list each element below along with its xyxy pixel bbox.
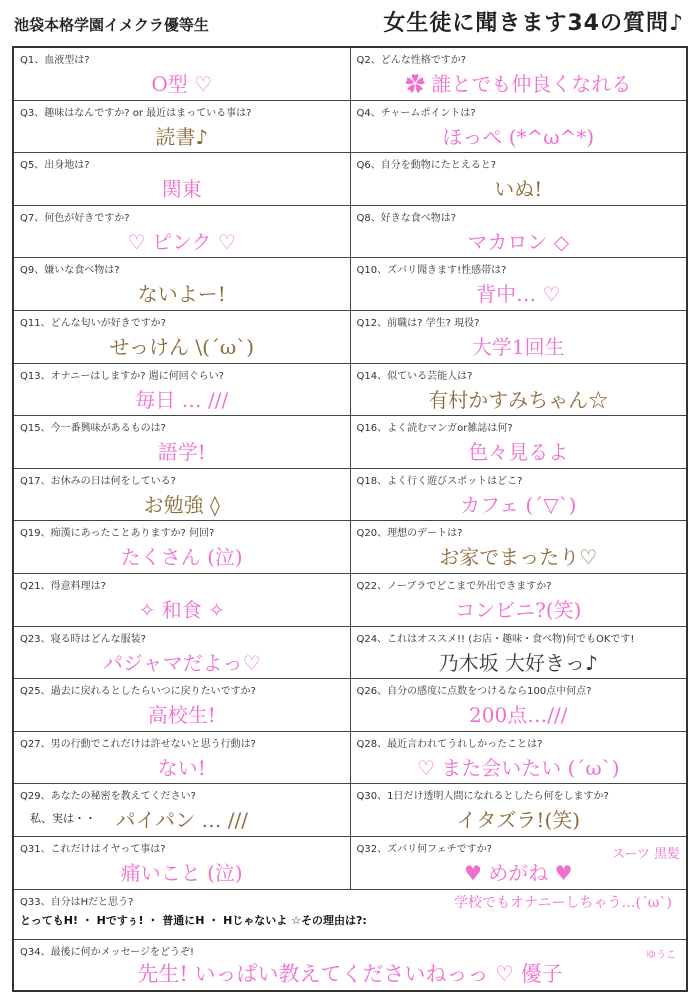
question-cell [14,732,350,784]
question-row [14,153,686,206]
sheet-title: 女生徒に聞きます34の質問♪ [383,11,684,36]
question-cell [14,890,686,939]
question-cell [14,101,350,153]
question-text: Q28、最近言われてうれしかったことは? [356,738,543,750]
question-cell [350,627,687,679]
question-text: Q25、過去に戻れるとしたらいつに戻りたいですか? [20,686,256,698]
handwritten-answer: ないよー! [137,282,226,307]
question-row [14,48,686,101]
question-cell [14,627,350,679]
question-text: Q2、どんな性格ですか? [356,55,467,66]
handwritten-answer: 乃木坂 大好きっ♪ [438,650,598,675]
question-cell [14,206,350,258]
question-cell [350,732,687,784]
handwritten-answer: いぬ! [494,177,543,202]
question-cell [14,416,350,468]
question-row [14,784,686,837]
handwritten-answer: 関東 [161,177,202,202]
question-text: Q3、趣味はなんですか? or 最近はまっている事は? [20,107,252,119]
question-text: Q1、血液型は? [20,55,90,66]
question-cell [14,364,350,416]
question-cell [350,311,687,363]
question-text: Q4、チャームポイントは? [356,107,476,119]
question-cell [14,521,350,573]
question-cell [350,416,687,468]
handwritten-answer: ない! [157,755,206,780]
handwritten-answer: 痛いこと (泣) [120,860,243,885]
question-cell [350,469,687,521]
handwritten-answer: 色々見るよ [468,440,569,465]
question-cell [350,679,687,731]
question-text: Q22、ノーブラでどこまで外出できますか? [356,580,552,592]
handwritten-answer: パイパン … /// [115,808,249,833]
question-cell [350,101,687,153]
question-text: Q5、出身地は? [20,160,90,172]
handwritten-answer: たくさん (泣) [120,545,243,570]
header [0,0,700,44]
question-cell [14,469,350,521]
question-row [14,364,686,417]
question-text: Q9、嫌いな食べ物は? [20,265,120,277]
question-row [14,416,686,469]
handwritten-answer: コンビニ?(笑) [455,597,582,622]
handwritten-answer: 大学1回生 [471,334,565,359]
handwritten-answer: ✧ 和食 ✧ [138,597,225,622]
question-cell [14,784,350,836]
question-text: Q14、似ている芸能人は? [356,370,473,382]
h-level-options: とってもH! ・ Hですぅ! ・ 普通にH ・ Hじゃないよ ☆その理由は?: [20,913,367,927]
question-cell [14,574,350,626]
handwritten-answer: 有村かすみちゃん☆ [428,387,609,412]
question-row [14,101,686,154]
question-row [14,521,686,574]
question-text: Q15、今一番興味があるものは? [20,423,166,435]
answer-prefix: 私、実は・・ [30,812,96,826]
question-row [14,679,686,732]
question-text: Q20、理想のデートは? [356,528,463,540]
question-cell [350,784,687,836]
question-text: Q6、自分を動物にたとえると? [356,160,497,172]
question-text: Q19、痴漢にあったことありますか? 何回? [20,528,215,540]
question-text: Q23、寝る時はどんな服装? [20,633,146,645]
question-cell [14,258,350,310]
question-row [14,627,686,680]
question-cell [14,48,350,100]
handwritten-answer: ♥ めがね ♥ [463,860,573,885]
question-text: Q11、どんな匂いが好きですか? [20,317,166,329]
question-text: Q33、自分はHだと思う? [20,896,134,908]
question-text: Q7、何色が好きですか? [20,212,130,224]
question-row [14,574,686,627]
question-text: Q31、これだけはイヤって事は? [20,843,166,855]
question-row [14,732,686,785]
question-cell [14,311,350,363]
question-cell [350,206,687,258]
question-text: Q12、前職は? 学生? 現役? [356,317,480,329]
question-text: Q29、あなたの秘密を教えてください? [20,791,196,803]
question-cell [350,574,687,626]
handwritten-answer: イタズラ!(笑) [456,808,581,833]
handwritten-answer: マカロン ◇ [467,229,570,254]
shop-title: 池袋本格学園イメクラ優等生 [14,16,209,34]
question-cell [14,153,350,205]
handwritten-answer: ♡ また会いたい (´ω`) [416,755,620,780]
questionnaire-sheet [12,46,688,992]
question-text: Q26、自分の感度に点数をつけるなら100点中何点? [356,686,592,698]
handwritten-answer: 背中… ♡ [476,282,561,307]
handwritten-answer: パジャマだよっ♡ [102,650,261,675]
handwritten-answer: ♡ ピンク ♡ [127,229,236,254]
question-cell [14,679,350,731]
question-text: Q34、最後に何かメッセージをどうぞ! [20,946,195,958]
question-text: Q18、よく行く遊びスポットはどこ? [356,475,523,487]
question-cell [350,364,687,416]
handwritten-answer: 読書♪ [155,124,209,149]
question-text: Q17、お休みの日は何をしている? [20,475,176,487]
question-row [14,469,686,522]
question-text: Q30、1日だけ透明人間になれるとしたら何をしますか? [356,791,609,803]
question-text: Q16、よく読むマンガor雑誌は何? [356,423,513,435]
handwritten-answer: せっけん \(´ω`) [109,334,255,359]
handwritten-answer: お家でまったり♡ [439,545,598,570]
handwritten-side-note: スーツ 黒髪 [612,847,680,862]
handwritten-answer: お勉強 ◊ [143,492,220,517]
question-cell [14,837,350,889]
question-text: Q32、ズバリ何フェチですか? [356,843,492,855]
handwritten-answer: 語学! [157,440,206,465]
handwritten-reason: 学校でもオナニーしちゃう…(´ω`) [454,894,672,911]
question-cell [350,521,687,573]
name-kana-note: ゆうこ [646,950,676,961]
question-text: Q24、これはオススメ!! (お店・趣味・食べ物)何でもOKです! [356,633,635,645]
question-text: Q27、男の行動でこれだけは許せないと思う行動は? [20,738,256,750]
question-row [14,258,686,311]
question-text: Q8、好きな食べ物は? [356,212,457,224]
handwritten-answer: O型 ♡ [151,72,213,96]
handwritten-answer: 毎日 … /// [135,387,229,412]
question-cell [350,258,687,310]
question-row [14,837,686,890]
handwritten-answer: 200点…/// [469,703,568,728]
question-row-q34 [14,940,686,990]
handwritten-answer: 高校生! [147,703,216,728]
question-cell [14,940,686,990]
question-cell [350,48,687,100]
question-text: Q21、得意料理は? [20,580,106,592]
question-text: Q10、ズバリ聞きます!性感帯は? [356,265,507,277]
question-text: Q13、オナニーはしますか? 週に何回ぐらい? [20,370,224,382]
handwritten-message: 先生! いっぱい教えてくださいねっっ ♡ 優子 [137,961,563,986]
question-row-q33 [14,890,686,940]
question-row [14,311,686,364]
handwritten-answer: ✿ 誰とでも仲良くなれる [405,72,632,96]
question-grid [14,48,686,990]
question-cell [350,153,687,205]
handwritten-answer: ほっぺ (*^ω^*) [442,124,595,149]
handwritten-answer: カフェ (´▽`) [460,492,577,517]
question-row [14,206,686,259]
